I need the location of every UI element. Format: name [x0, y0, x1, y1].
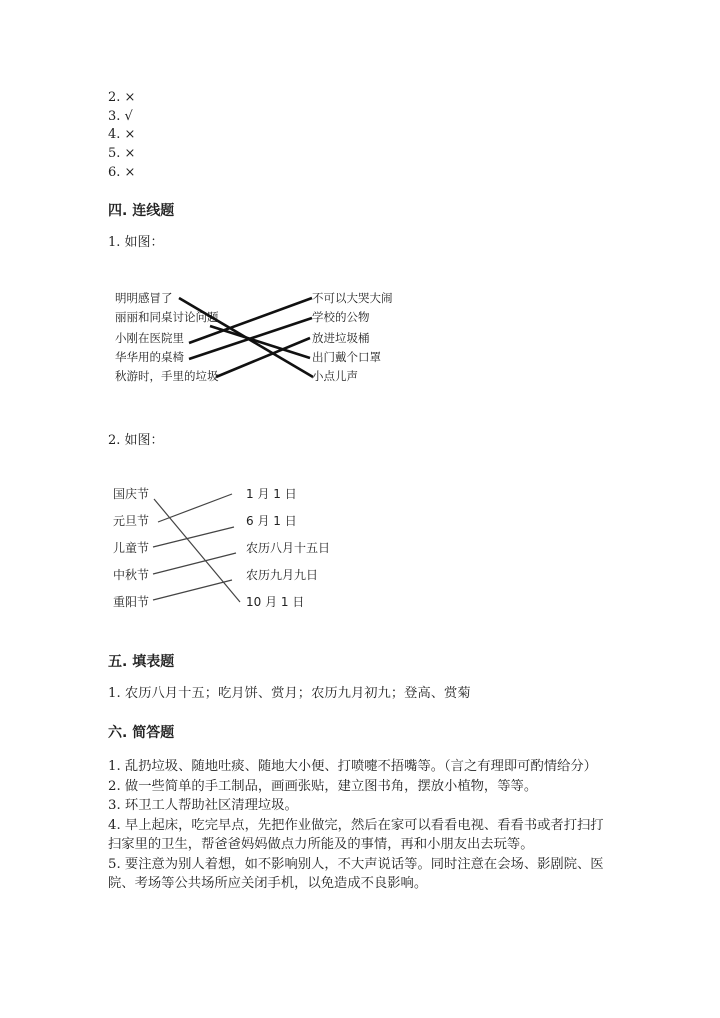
- fig1-right-item: 学校的公物: [312, 310, 370, 324]
- fig1-left-item: 明明感冒了: [115, 291, 173, 305]
- fig1-right-item: 不可以大哭大闹: [312, 291, 393, 305]
- answer-item: 4. 早上起床，吃完早点，先把作业做完，然后在家可以看看电视、看看书或者打扫打扫家里的卫生，帮爸爸妈妈做点力所能及的事情，再和小朋友出去玩等。: [108, 817, 604, 852]
- answer-item: 6. ×: [108, 165, 136, 180]
- answer-item: 5. 要注意为别人着想，如不影响别人，不大声说话等。同时注意在会场、影剧院、医院、考场等公共场所应关闭手机，以免造成不良影响。: [108, 856, 604, 891]
- answer-item: 1. 乱扔垃圾、随地吐痰、随地大小便、打喷嚏不捂嘴等。（言之有理即可酌情给分）: [108, 759, 597, 774]
- fig1-left-item: 华华用的桌椅: [115, 350, 184, 364]
- match-line: [153, 527, 234, 547]
- match-line: [153, 580, 232, 600]
- answer-item: 3. √: [108, 109, 133, 124]
- fig2-left-item: 中秋节: [113, 568, 150, 582]
- fig1-right-item: 小点儿声: [312, 369, 358, 383]
- answer-item: 3. 环卫工人帮助社区清理垃圾。: [108, 798, 298, 813]
- fig2-right-item: 农历八月十五日: [246, 541, 331, 555]
- match-line: [154, 499, 240, 602]
- fig2-left-item: 儿童节: [113, 541, 150, 555]
- fig2-left-item: 元旦节: [113, 514, 150, 528]
- section-heading: 六. 简答题: [108, 725, 175, 741]
- fig2-left-item: 重阳节: [113, 595, 150, 609]
- fig2-right-item: 1 月 1 日: [246, 487, 297, 501]
- fig2-right-item: 农历九月九日: [246, 568, 319, 582]
- fig2-right-item: 6 月 1 日: [246, 514, 297, 528]
- section-heading: 五. 填表题: [108, 654, 175, 670]
- fig1-left-item: 小刚在医院里: [115, 331, 184, 345]
- section-heading: 四. 连线题: [108, 203, 175, 219]
- short-answer-list: [108, 757, 608, 894]
- answer-item: 2. ×: [108, 90, 136, 105]
- fig1-right-item: 出门戴个口罩: [312, 350, 381, 364]
- question-label: 2. 如图：: [108, 433, 164, 448]
- fig1-right-item: 放进垃圾桶: [312, 331, 370, 345]
- fig1-left-item: 秋游时，手里的垃圾: [115, 369, 219, 383]
- question-label: 1. 如图：: [108, 235, 164, 250]
- match-line: [158, 494, 232, 522]
- fig2-left-item: 国庆节: [113, 487, 150, 501]
- answer-item: 1. 农历八月十五；吃月饼、赏月；农历九月初九；登高、赏菊: [108, 686, 471, 701]
- answer-item: 2. 做一些简单的手工制品，画画张贴，建立图书角，摆放小植物，等等。: [108, 778, 538, 794]
- match-line: [153, 553, 236, 574]
- answer-item: 5. ×: [108, 146, 136, 161]
- answer-item: 4. ×: [108, 127, 136, 142]
- fig1-left-item: 丽丽和同桌讨论问题: [115, 310, 219, 324]
- fig2-right-item: 10 月 1 日: [246, 595, 305, 609]
